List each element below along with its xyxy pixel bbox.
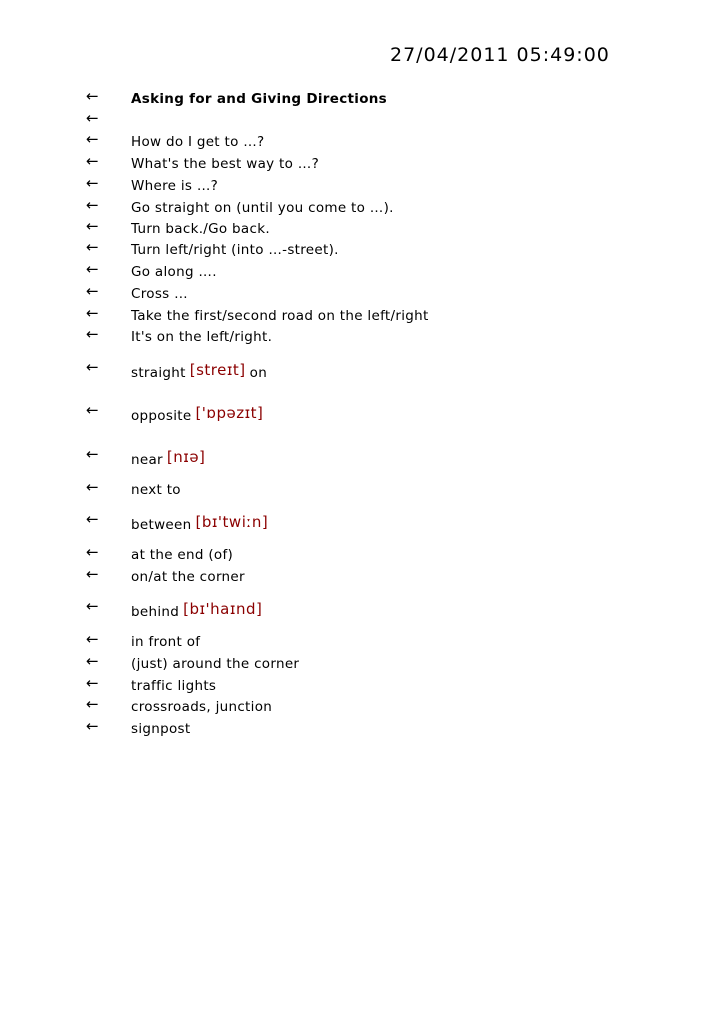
vocab-suffix: on (249, 365, 268, 381)
vocab-item-signpost (0, 717, 719, 742)
left-arrow-icon: ← (86, 358, 99, 376)
vocab-item-crossroads (0, 695, 719, 720)
left-arrow-icon: ← (86, 401, 99, 419)
left-arrow-icon: ← (86, 238, 99, 256)
vocab-word: straight (131, 365, 186, 381)
list-item (0, 152, 719, 177)
vocab-item-between (0, 510, 719, 535)
left-arrow-icon: ← (86, 597, 99, 615)
vocab-item-near (0, 445, 719, 470)
list-item (0, 325, 719, 350)
left-arrow-icon: ← (86, 217, 99, 235)
empty-row (0, 109, 719, 134)
phrase-text: Go straight on (until you come to …). (131, 200, 394, 216)
left-arrow-icon: ← (86, 717, 99, 735)
left-arrow-icon: ← (86, 196, 99, 214)
list-item (0, 260, 719, 285)
left-arrow-icon: ← (86, 109, 99, 127)
phrase-text: Turn back./Go back. (131, 221, 270, 237)
vocab-word: traffic lights (131, 678, 217, 694)
document-title: Asking for and Giving Directions (131, 91, 388, 107)
list-item (0, 217, 719, 242)
list-item (0, 282, 719, 307)
list-item (0, 238, 719, 263)
phrase-text: It's on the left/right. (131, 329, 273, 345)
phonetic-transcription: [nɪə] (166, 448, 206, 466)
vocab-item-opposite (0, 401, 719, 426)
vocab-item-next-to (0, 478, 719, 503)
left-arrow-icon: ← (86, 630, 99, 648)
vocab-word: (just) around the corner (131, 656, 300, 672)
vocab-entry (131, 600, 266, 621)
list-item (0, 196, 719, 221)
left-arrow-icon: ← (86, 304, 99, 322)
phrase-text: Turn left/right (into …-street). (131, 242, 339, 258)
left-arrow-icon: ← (86, 152, 99, 170)
phrase-text: Take the first/second road on the left/right (131, 308, 429, 324)
timestamp: 27/04/2011 05:49:00 (390, 44, 610, 66)
vocab-word: on/at the corner (131, 569, 245, 585)
vocab-word: between (131, 517, 192, 533)
phonetic-transcription: [streɪt] (189, 361, 246, 379)
phonetic-transcription: [bɪ'haɪnd] (183, 600, 263, 618)
vocab-item-straight (0, 358, 719, 383)
vocab-word: signpost (131, 721, 191, 737)
vocab-entry (131, 361, 267, 382)
left-arrow-icon: ← (86, 130, 99, 148)
title-row (0, 87, 719, 112)
vocab-word: near (131, 452, 163, 468)
left-arrow-icon: ← (86, 445, 99, 463)
phrase-text: How do I get to …? (131, 134, 265, 150)
vocab-word: behind (131, 604, 180, 620)
vocab-item-lights (0, 674, 719, 699)
vocab-word: next to (131, 482, 181, 498)
phonetic-transcription: [bɪ'twiːn] (195, 513, 269, 531)
vocab-word: at the end (of) (131, 547, 234, 563)
phrase-text: Go along …. (131, 264, 217, 280)
vocab-item-front (0, 630, 719, 655)
vocab-item-end (0, 543, 719, 568)
left-arrow-icon: ← (86, 652, 99, 670)
vocab-word: opposite (131, 408, 192, 424)
list-item (0, 174, 719, 199)
vocab-entry (131, 513, 272, 534)
left-arrow-icon: ← (86, 260, 99, 278)
left-arrow-icon: ← (86, 282, 99, 300)
left-arrow-icon: ← (86, 674, 99, 692)
vocab-item-around (0, 652, 719, 677)
phrase-text: What's the best way to …? (131, 156, 320, 172)
phrase-text: Where is …? (131, 178, 219, 194)
vocab-item-behind (0, 597, 719, 622)
vocab-entry (131, 448, 209, 469)
phonetic-transcription: ['ɒpəzɪt] (195, 404, 264, 422)
left-arrow-icon: ← (86, 87, 99, 105)
left-arrow-icon: ← (86, 510, 99, 528)
list-item (0, 304, 719, 329)
vocab-item-corner (0, 565, 719, 590)
left-arrow-icon: ← (86, 565, 99, 583)
left-arrow-icon: ← (86, 695, 99, 713)
phrase-text: Cross … (131, 286, 188, 302)
vocab-word: crossroads, junction (131, 699, 273, 715)
left-arrow-icon: ← (86, 543, 99, 561)
vocab-entry (131, 404, 267, 425)
left-arrow-icon: ← (86, 174, 99, 192)
list-item (0, 130, 719, 155)
vocab-word: in front of (131, 634, 201, 650)
left-arrow-icon: ← (86, 478, 99, 496)
left-arrow-icon: ← (86, 325, 99, 343)
